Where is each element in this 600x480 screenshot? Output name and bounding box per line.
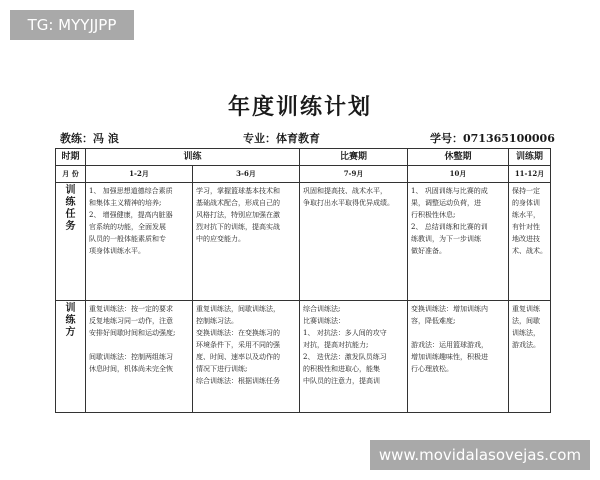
method-cell: 变换训练法：增加训练内 容，降低难度; 游戏法：运用篮球游戏， 增加训练趣味性，积极进 行心理放松。	[408, 301, 509, 413]
task-cell: 1、 加强思想道德综合素质 和集体主义精神的培养; 2、 增强健康，提高内脏器 官系统的功能，全面发展 队员的一般体能素质和专 项身体训练水平。	[86, 183, 193, 301]
month-cell: 3-6月	[193, 166, 300, 183]
month-cell: 1-2月	[86, 166, 193, 183]
major-info: 专业：体育教育	[243, 132, 320, 145]
month-row	[56, 166, 551, 183]
month-cell: 11-12月	[509, 166, 551, 183]
header-training-period: 训练期	[509, 149, 551, 166]
methods-row	[56, 301, 551, 413]
coach-info: 教练：冯 浪	[60, 132, 119, 145]
month-cell: 10月	[408, 166, 509, 183]
header-period: 时期	[56, 149, 86, 166]
method-cell: 重复训练 法，间歇 训练法， 游戏法。	[509, 301, 551, 413]
header-training: 训练	[86, 149, 300, 166]
month-label: 月 份	[56, 166, 86, 183]
page-title: 年度训练计划	[227, 94, 372, 120]
task-cell: 学习，掌握篮球基本技术和 基础战术配合，形成自己的 风格打法，特别应加强在激 烈对抗下的训练，提高实战 中的应变能力。	[193, 183, 300, 301]
task-cell: 保持一定 的身体训 练水平， 有针对性 地改进技 术、战术。	[509, 183, 551, 301]
task-cell: 巩固和提高技、战术水平， 争取打出水平取得优异成绩。	[300, 183, 408, 301]
watermark-bottom: www.movidalasovejas.com	[370, 440, 590, 470]
method-cell: 重复训练法，间歇训练法， 控制练习法。 变换训练法：在变换练习的 环境条件下，采用不同的强 度、时间、速率以及动作的 情况下进行训练; 综合训练法：根据训练任务	[193, 301, 300, 413]
header-rest: 休整期	[408, 149, 509, 166]
month-cell: 7-9月	[300, 166, 408, 183]
training-plan-table	[55, 148, 551, 413]
header-competition: 比赛期	[300, 149, 408, 166]
method-cell: 重复训练法：按一定的要求 反复地练习同一动作，注意 安排好间歇时间和运动强度; 间歇训练法：控制两组练习 休息时间，机体尚未完全恢	[86, 301, 193, 413]
header-row	[56, 149, 551, 166]
methods-row-label: 训 练 方	[56, 301, 86, 413]
tasks-row-label: 训 练 任 务	[56, 183, 86, 301]
student-id-info: 学号：071365100006	[430, 132, 555, 145]
tasks-row	[56, 183, 551, 301]
task-cell: 1、 巩固训练与比赛的成 果，调整运动负荷，进 行积极性休息; 2、 总结训练和比赛的训 练教训，为下一步训练 做好准备。	[408, 183, 509, 301]
watermark-top: TG: MYYJJPP	[10, 10, 134, 40]
method-cell: 综合训练法; 比赛训练法： 1、 对抗法：多人间的攻守 对抗，提高对抗能力; 2、 迭优法：激发队员练习 的积极性和进取心，能集 中队员的注意力，提高训	[300, 301, 408, 413]
